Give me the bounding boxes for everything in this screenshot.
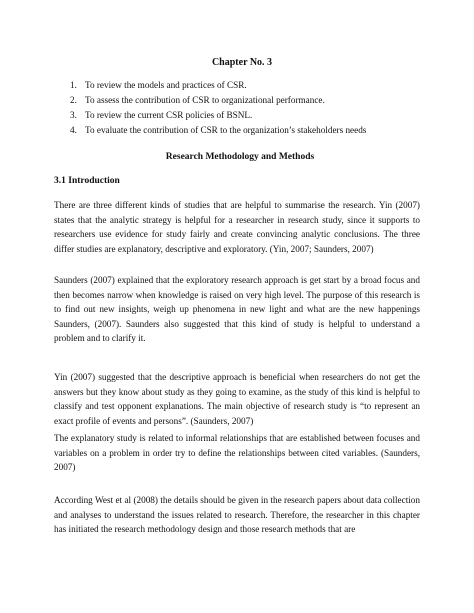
- paragraph: According West et al (2008) the details should be given in the research papers about data collection and analyses to understand the issues related to research. Therefore, the researcher in this chapter has initiated the research methodology design and those research methods that are: [54, 495, 420, 535]
- objective-text: To review the current CSR policies of BSNL.: [85, 110, 253, 120]
- objective-number: 3.: [70, 110, 77, 120]
- objective-item: [70, 109, 450, 124]
- objective-item: [70, 79, 450, 94]
- objective-text: To review the models and practices of CSR.: [85, 80, 247, 90]
- objective-text: To assess the contribution of CSR to organizational performance.: [85, 95, 325, 105]
- paragraph: The explanatory study is related to informal relationships that are established between focuses and variables on a problem in order try to define the relationships between cited variables. (Saunders, 2007): [54, 433, 420, 473]
- chapter-title: Chapter No. 3: [211, 57, 273, 68]
- paragraph: Yin (2007) suggested that the descriptive approach is beneficial when researchers do not get the answers but they know about study as they going to examine, as the study of this kind is helpful to classify and test opponent explanations. The main objective of research study is “to represent an exact profile of events and persons”. (Saunders, 2007): [54, 372, 420, 426]
- objective-number: 2.: [70, 95, 77, 105]
- paragraph: Saunders (2007) explained that the exploratory research approach is get start by a broad focus and then becomes narrow when knowledge is raised on very high level. The purpose of this research is to find out new insights, weigh up phenomena in new light and what are the new happenings Saunders, (2007). Saunders also suggested that this kind of study is helpful to understand a problem and to clarify it.: [54, 275, 420, 344]
- subsection-title: 3.1 Introduction: [54, 176, 120, 186]
- objective-item: [70, 94, 450, 109]
- objective-number: 1.: [70, 80, 77, 90]
- objectives-list: [70, 79, 450, 139]
- objective-item: [70, 124, 450, 139]
- paragraph: There are three different kinds of studies that are helpful to summarise the research. Yin (2007) states that the analytic strategy is helpful for a researcher in research study, since it supports to researchers use evidence for study fairly and create convincing analytic conclusions. The three differ studies are explanatory, descriptive and exploratory. (Yin, 2007; Saunders, 2007): [54, 200, 420, 254]
- section-title: Research Methodology and Methods: [165, 152, 315, 162]
- objective-text: To evaluate the contribution of CSR to the organization’s stakeholders needs: [85, 125, 367, 135]
- objective-number: 4.: [70, 125, 77, 135]
